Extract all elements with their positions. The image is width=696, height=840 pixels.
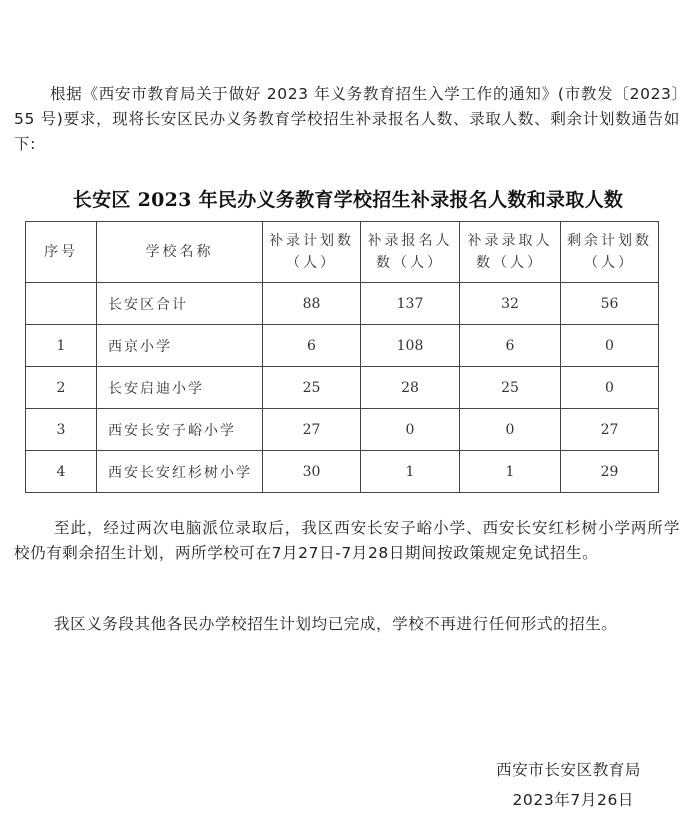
table-row bbox=[26, 451, 659, 493]
cell-admitted: 1 bbox=[460, 451, 561, 493]
header-plan: 补录计划数（人） bbox=[263, 222, 361, 283]
cell-school-name: 西安长安子峪小学 bbox=[97, 409, 263, 451]
cell-remaining: 56 bbox=[561, 283, 659, 325]
signature-date: 2023年7月26日 bbox=[512, 791, 634, 809]
cell-admitted: 6 bbox=[460, 325, 561, 367]
cell-no: 2 bbox=[26, 367, 97, 409]
table-row bbox=[26, 367, 659, 409]
table-title: 长安区 2023 年民办义务教育学校招生补录报名人数和录取人数 bbox=[72, 189, 624, 211]
header-no: 序号 bbox=[26, 222, 97, 283]
header-admitted: 补录录取人数（人） bbox=[460, 222, 561, 283]
cell-remaining: 0 bbox=[561, 325, 659, 367]
table-row bbox=[26, 325, 659, 367]
cell-plan: 25 bbox=[263, 367, 361, 409]
cell-remaining: 29 bbox=[561, 451, 659, 493]
cell-applied: 137 bbox=[361, 283, 460, 325]
cell-plan: 27 bbox=[263, 409, 361, 451]
cell-applied: 28 bbox=[361, 367, 460, 409]
completion-paragraph: 我区义务段其他各民办学校招生计划均已完成，学校不再进行任何形式的招生。 bbox=[54, 615, 618, 633]
cell-school-name: 西京小学 bbox=[97, 325, 263, 367]
cell-no: 1 bbox=[26, 325, 97, 367]
table-header-row bbox=[26, 222, 659, 283]
cell-plan: 88 bbox=[263, 283, 361, 325]
cell-no bbox=[26, 283, 97, 325]
cell-remaining: 0 bbox=[561, 367, 659, 409]
cell-remaining: 27 bbox=[561, 409, 659, 451]
intro-paragraph: 根据《西安市教育局关于做好 2023 年义务教育招生入学工作的通知》(市教发〔2023〕55 号)要求，现将长安区民办义务教育学校招生补录报名人数、录取人数、剩余计划数通告如下: bbox=[14, 85, 680, 153]
header-applied: 补录报名人数（人） bbox=[361, 222, 460, 283]
cell-applied: 0 bbox=[361, 409, 460, 451]
cell-no: 3 bbox=[26, 409, 97, 451]
cell-admitted: 32 bbox=[460, 283, 561, 325]
enrollment-table bbox=[25, 221, 659, 493]
cell-plan: 30 bbox=[263, 451, 361, 493]
cell-admitted: 0 bbox=[460, 409, 561, 451]
cell-school-name: 西安长安红杉树小学 bbox=[97, 451, 263, 493]
cell-plan: 6 bbox=[263, 325, 361, 367]
cell-school-name: 长安启迪小学 bbox=[97, 367, 263, 409]
header-school-name: 学校名称 bbox=[97, 222, 263, 283]
cell-applied: 1 bbox=[361, 451, 460, 493]
cell-applied: 108 bbox=[361, 325, 460, 367]
header-remaining: 剩余计划数（人） bbox=[561, 222, 659, 283]
table-row bbox=[26, 409, 659, 451]
table-row-total bbox=[26, 283, 659, 325]
remaining-plan-paragraph: 至此，经过两次电脑派位录取后，我区西安长安子峪小学、西安长安红杉树小学两所学校仍有剩余招生计划，两所学校可在7月27日-7月28日期间按政策规定免试招生。 bbox=[14, 519, 680, 562]
cell-no: 4 bbox=[26, 451, 97, 493]
signature-org: 西安市长安区教育局 bbox=[496, 761, 641, 779]
cell-admitted: 25 bbox=[460, 367, 561, 409]
cell-school-name: 长安区合计 bbox=[97, 283, 263, 325]
